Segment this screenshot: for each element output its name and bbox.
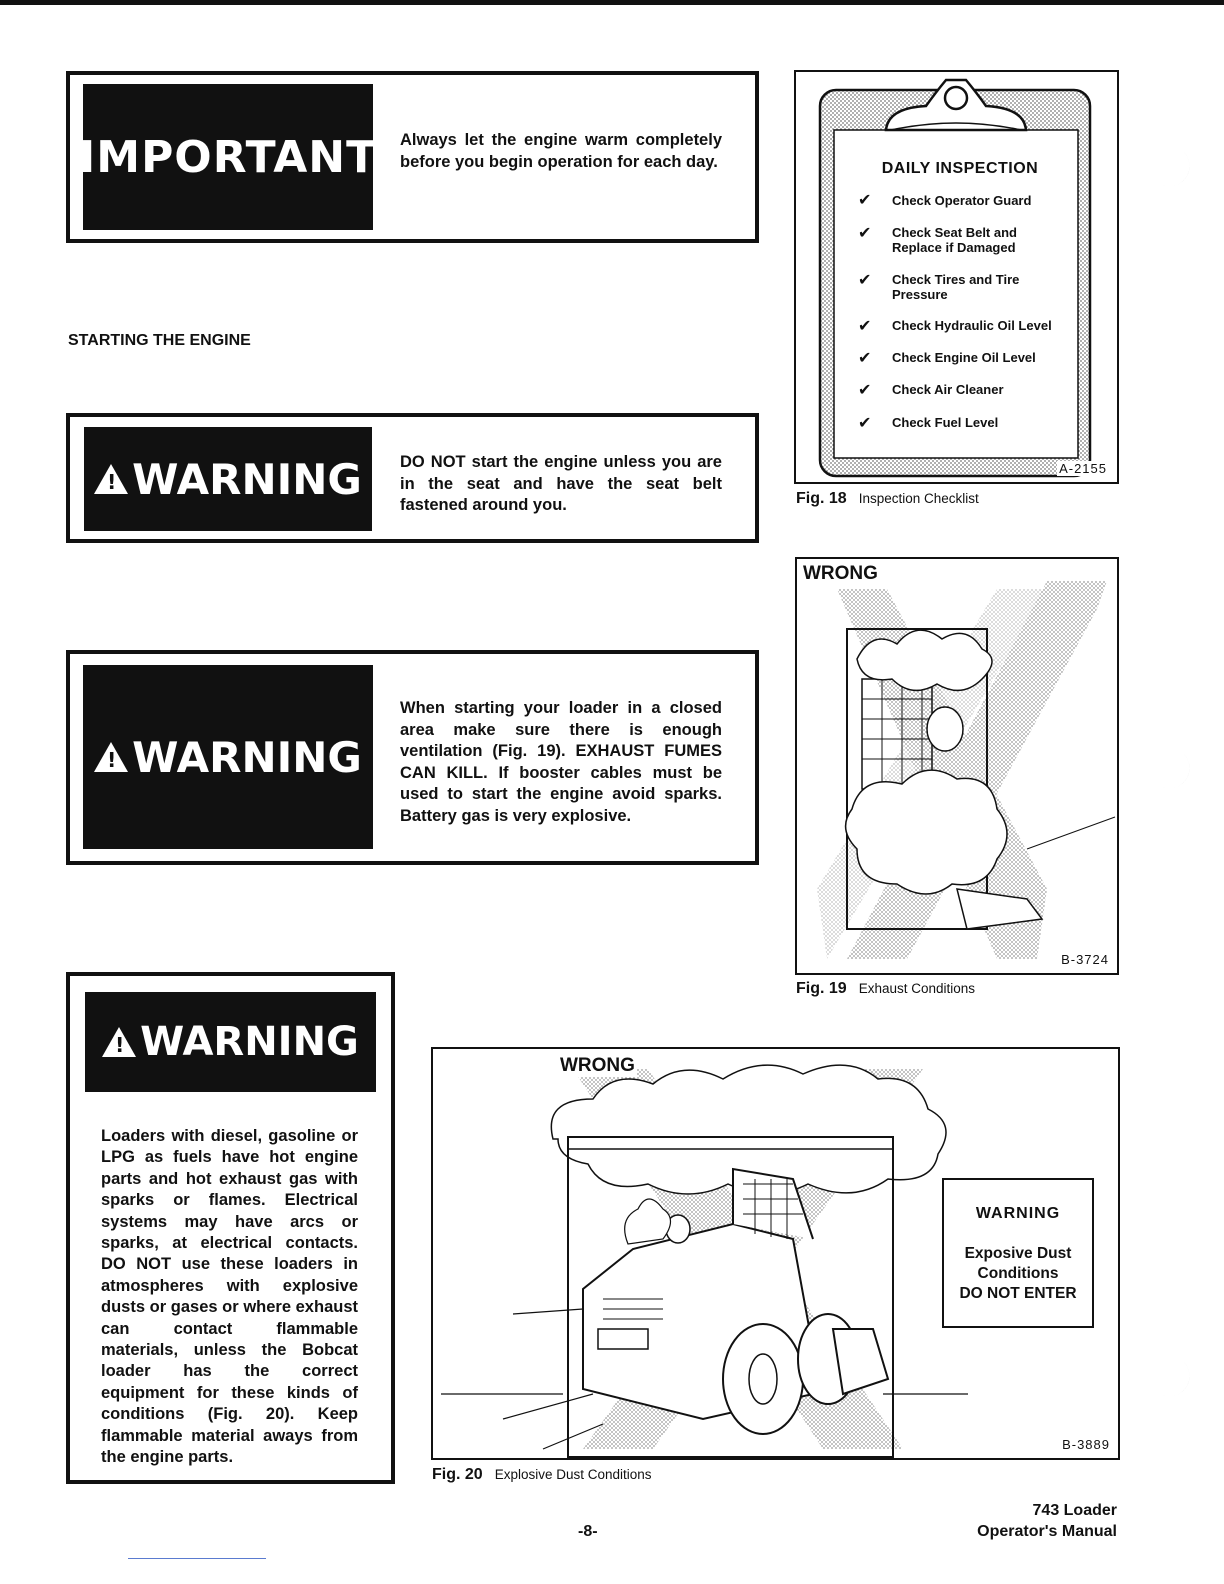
sign-line-3: DO NOT ENTER [959,1285,1077,1302]
fig19-caption [796,980,975,998]
fig20-number: Fig. 20 [432,1466,483,1483]
warning-triangle-icon: ! [94,742,128,772]
explosive-dust-sign [942,1178,1094,1328]
fig19-stamp: WRONG [803,563,878,584]
warning-triangle-icon: ! [94,464,128,494]
fig19-caption-text: Exhaust Conditions [858,981,976,996]
top-rule [0,0,1224,5]
check-mark-icon: ✔ [858,318,872,335]
check-mark-icon: ✔ [858,415,872,432]
fig20-stamp: WRONG [560,1055,635,1076]
exhaust-illustration [797,559,1117,973]
checklist-item: Check Seat Belt and Replace if Damaged [892,225,1017,255]
warning-notice-ventilation [66,650,759,865]
warning-label-1 [84,427,372,531]
binding-hole-mark-icon [1150,150,1190,190]
important-notice [66,71,759,243]
page-number: -8- [578,1523,598,1540]
fig18-number: Fig. 18 [796,490,847,507]
check-mark-icon: ✔ [858,350,872,367]
warning-triangle-icon: ! [102,1027,136,1057]
important-text: Always let the engine warm completely before you begin operation for each day. [400,131,722,171]
checklist-item: Check Engine Oil Level [892,350,1036,365]
fig19-code: B-3724 [1061,952,1109,967]
sign-line-1: Exposive Dust [964,1245,1072,1262]
check-mark-icon: ✔ [858,272,872,289]
warning-text-3: Loaders with diesel, gasoline or LPG as fuels have hot engine parts and hot exhaust gas with sparks or flames. Electrical systems may have arcs or sparks, at electrical contacts. DO NOT use these loaders in atmospheres with explosive dusts or gases or where exhaust can contact flammable materials, unless the Bobcat loader has the correct equipment for these kinds of conditions (Fig. 20). Keep flammable material aways from the engine parts. [101,1127,358,1467]
important-label: IMPORTANT [83,84,373,230]
fig19-frame [795,557,1119,975]
check-mark-icon: ✔ [858,225,872,242]
checklist-item: Check Air Cleaner [892,382,1004,397]
checklist-title: DAILY INSPECTION [881,160,1039,177]
fig20-caption [432,1466,652,1484]
warning-label-3 [85,992,376,1092]
warning-label-text-2: WARNING [132,732,362,782]
warning-text-2: When starting your loader in a closed area make sure there is enough ventilation (Fig. 19). EXHAUST FUMES CAN KILL. If booster cables must be used to start the engine avoid sparks. Battery gas is very explosive. [400,699,722,825]
binding-hole-mark-icon [1150,1360,1190,1400]
footer-manual: Operator's Manual [977,1523,1117,1540]
warning-text-1: DO NOT start the engine unless you are in the seat and have the seat belt fastened around you. [400,453,722,514]
warning-label-2 [83,665,373,849]
sign-title: WARNING [975,1205,1061,1222]
warning-label-text-1: WARNING [132,454,362,504]
fig18-caption [796,490,979,508]
fig18-code: A-2155 [1059,461,1107,476]
checklist-items [846,160,1076,440]
binding-hole-mark-icon [1150,752,1190,792]
checklist-item: Check Operator Guard [892,193,1032,208]
check-mark-icon: ✔ [858,382,872,399]
checklist-item: Check Fuel Level [892,415,999,430]
warning-label-text-3: WARNING [140,1019,359,1065]
checklist-item: Check Tires and Tire Pressure [892,272,1020,302]
fig19-number: Fig. 19 [796,980,847,997]
check-mark-icon: ✔ [858,192,872,209]
section-heading: STARTING THE ENGINE [68,332,251,349]
fig18-caption-text: Inspection Checklist [858,491,979,506]
fig20-caption-text: Explosive Dust Conditions [494,1467,652,1482]
fig20-code: B-3889 [1062,1437,1110,1452]
checklist-item: Check Hydraulic Oil Level [892,318,1052,333]
bottom-rule [128,1558,266,1559]
warning-notice-seat [66,413,759,543]
sign-line-2: Conditions [977,1265,1059,1282]
warning-notice-explosive [66,972,395,1484]
footer-model: 743 Loader [1032,1502,1117,1519]
